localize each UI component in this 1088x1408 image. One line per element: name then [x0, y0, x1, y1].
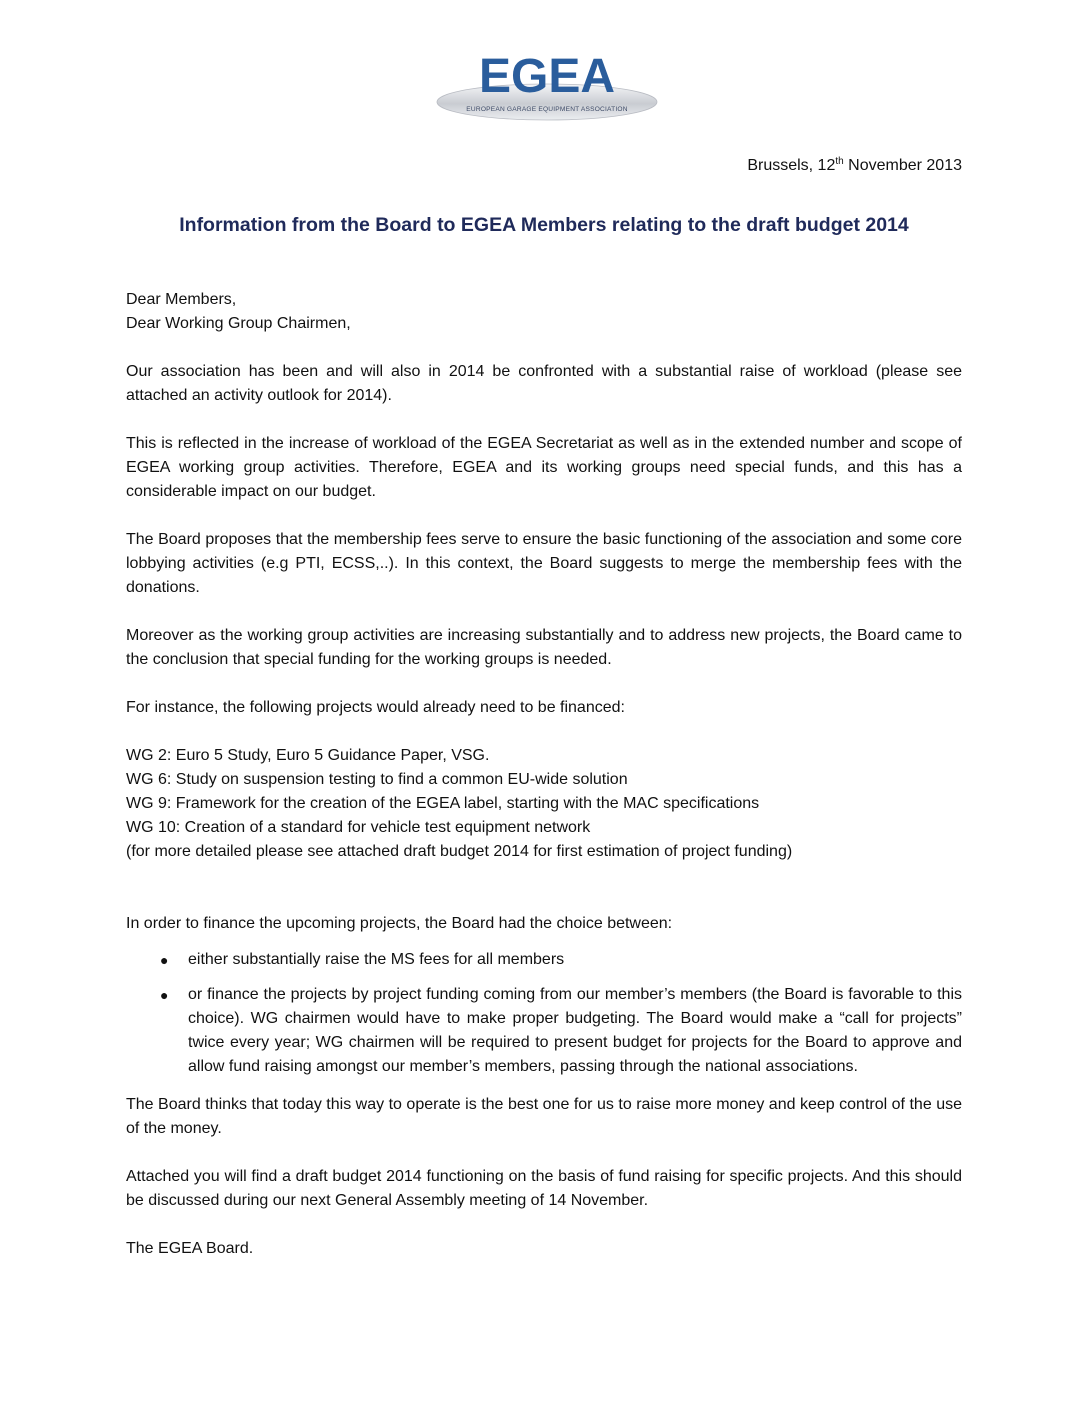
bullet-icon: ● [160, 987, 169, 1003]
egea-logo [434, 46, 660, 124]
page-title: Information from the Board to EGEA Members relating to the draft budget 2014 [179, 214, 909, 236]
choice-list [126, 948, 962, 1079]
logo-subtitle: EUROPEAN GARAGE EQUIPMENT ASSOCIATION [466, 106, 628, 113]
project-item: (for more detailed please see attached draft budget 2014 for first estimation of project funding) [126, 843, 793, 860]
paragraph: For instance, the following projects would already need to be financed: [126, 699, 625, 716]
project-list [126, 744, 962, 864]
logo-wordmark: EGEA [478, 50, 616, 103]
salutation-line: Dear Working Group Chairmen, [126, 315, 351, 332]
list-item: ● either substantially raise the MS fees for all members [126, 948, 962, 972]
paragraph: The Board thinks that today this way to operate is the best one for us to raise more money and keep control of the use of the money. [126, 1096, 962, 1137]
project-item: WG 9: Framework for the creation of the EGEA label, starting with the MAC specifications [126, 795, 760, 812]
paragraph: The Board proposes that the membership fees serve to ensure the basic functioning of the association and some core lobbying activities (e.g PTI, ECSS,..). In this context, the Board suggests to merge the membership fees with the donations. [126, 531, 962, 596]
letter-body [126, 288, 962, 1261]
paragraph: Attached you will find a draft budget 2014 functioning on the basis of fund raising for specific projects. And this should be discussed during our next General Assembly meeting of 14 November. [126, 1168, 962, 1209]
letter-date: Brussels, 12th November 2013 [747, 156, 962, 174]
paragraph: This is reflected in the increase of workload of the EGEA Secretariat as well as in the extended number and scope of EGEA working group activities. Therefore, EGEA and its working groups need special funds, and this has a considerable impact on our budget. [126, 435, 962, 500]
bullet-icon: ● [160, 952, 169, 968]
project-item: WG 2: Euro 5 Study, Euro 5 Guidance Paper, VSG. [126, 747, 490, 764]
paragraph: Moreover as the working group activities are increasing substantially and to address new projects, the Board came to the conclusion that special funding for the working groups is needed. [126, 627, 962, 668]
paragraph: Our association has been and will also in 2014 be confronted with a substantial raise of workload (please see attached an activity outlook for 2014). [126, 363, 962, 404]
salutation-line: Dear Members, [126, 291, 237, 308]
signature: The EGEA Board. [126, 1240, 254, 1257]
project-item: WG 6: Study on suspension testing to find a common EU-wide solution [126, 771, 628, 788]
paragraph: In order to finance the upcoming projects, the Board had the choice between: [126, 915, 673, 932]
list-item: ● or finance the projects by project funding coming from our member’s members (the Board is favorable to this choice). WG chairmen would have to make proper budgeting. The Board would make a “call for projects” twice every year; WG chairmen will be required to present budget for projects for the Board to approve and allow fund raising amongst our member’s members, passing through the national associations. [126, 983, 962, 1079]
project-item: WG 10: Creation of a standard for vehicle test equipment network [126, 819, 591, 836]
